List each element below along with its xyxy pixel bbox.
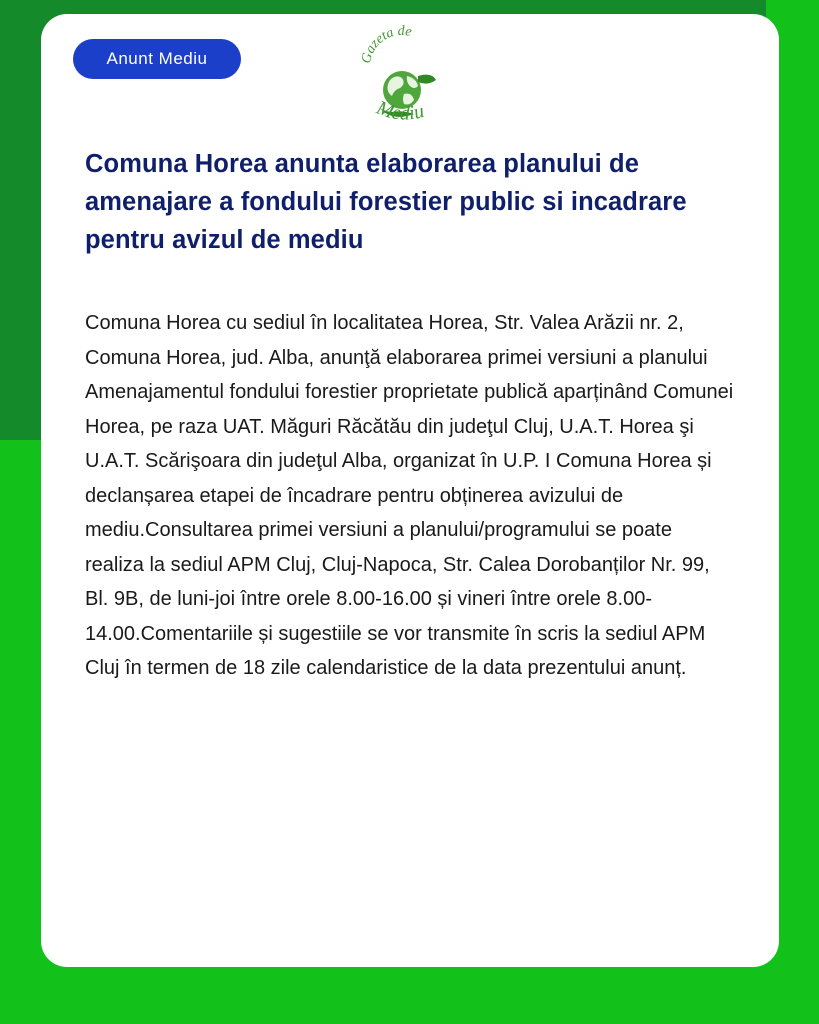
logo-text-top: Gazeta de — [358, 24, 413, 65]
category-badge: Anunt Mediu — [73, 39, 241, 79]
leaf-icon — [418, 75, 436, 84]
logo-text-bottom: Mediu — [373, 96, 427, 125]
gazeta-de-mediu-logo — [352, 24, 452, 132]
article-title: Comuna Horea anunta elaborarea planului de amenajare a fondului forestier public si incadrare pentru avizul de mediu — [85, 150, 687, 254]
article-body: Comuna Horea cu sediul în localitatea Horea, Str. Valea Arăzii nr. 2, Comuna Horea, jud. Alba, anunţă elaborarea primei versiuni a planului Amenajamentul fondului forestier proprietate publică aparținând Comunei Horea, pe raza UAT. Măguri Răcătău din judeţul Cluj, U.A.T. Horea şi U.A.T. Scărişoara din judeţul Alba, organizat în U.P. I Comuna Horea și declanșarea etapei de încadrare pentru obținerea avizului de mediu.Consultarea primei versiuni a planului/programului se poate realiza la sediul APM Cluj, Cluj-Napoca, Str. Calea Dorobanților Nr. 99, Bl. 9B, de luni-joi între orele 8.00-16.00 și vineri între orele 8.00-14.00.Comentariile și sugestiile se vor transmite în scris la sediul APM Cluj în termen de 18 zile calendaristice de la data prezentului anunț. — [85, 312, 734, 679]
